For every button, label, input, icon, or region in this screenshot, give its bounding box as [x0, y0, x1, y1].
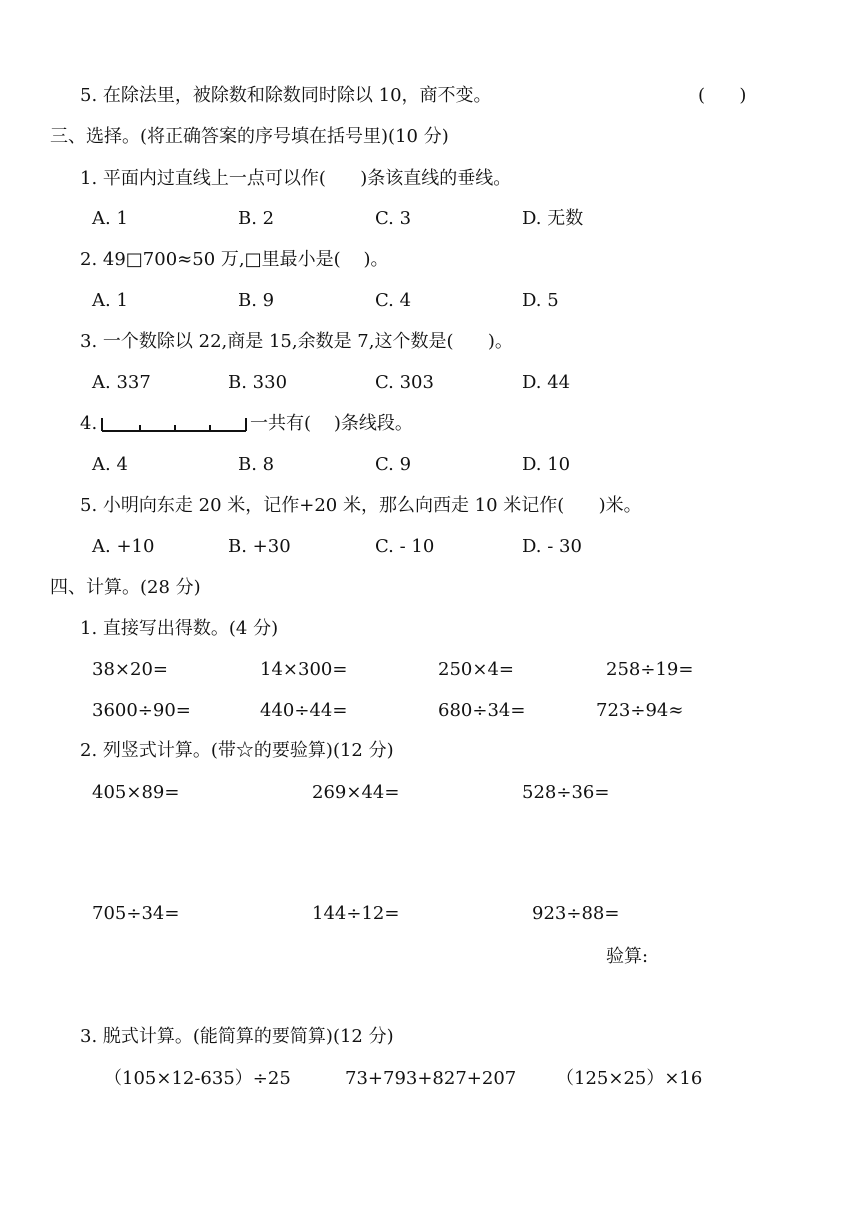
choice-q5-option-b[interactable]: B. +30 [228, 536, 291, 557]
calc-part1-title: 1. 直接写出得数。(4 分) [80, 618, 279, 639]
oral-calc-6: 440÷44= [260, 700, 348, 721]
choice-q3-option-b[interactable]: B. 330 [228, 372, 288, 393]
oral-calc-2: 14×300= [260, 659, 348, 680]
oral-calc-7: 680÷34= [438, 700, 526, 721]
section3-heading: 三、选择。(将正确答案的序号填在括号里)(10 分) [50, 126, 449, 147]
vertical-calc-4: 705÷34= [92, 903, 180, 924]
choice-q2-option-d[interactable]: D. 5 [522, 290, 559, 311]
choice-q5-option-d[interactable]: D. - 30 [522, 536, 582, 557]
calc-part3-title: 3. 脱式计算。(能简算的要简算)(12 分) [80, 1026, 394, 1047]
choice-q1-option-d[interactable]: D. 无数 [522, 208, 584, 229]
choice-q3-option-c[interactable]: C. 303 [375, 372, 434, 393]
choice-q3-option-a[interactable]: A. 337 [92, 372, 151, 393]
choice-q4-option-d[interactable]: D. 10 [522, 454, 571, 475]
check-label: 验算: [606, 946, 649, 967]
choice-q5-stem: 5. 小明向东走 20 米，记作+20 米，那么向西走 10 米记作( )米。 [80, 495, 642, 516]
section4-heading: 四、计算。(28 分) [50, 577, 201, 598]
oral-calc-3: 250×4= [438, 659, 514, 680]
choice-q5-option-a[interactable]: A. +10 [92, 536, 155, 557]
vertical-calc-5: 144÷12= [312, 903, 400, 924]
judgment-q5-answer-blank[interactable]: ( ) [698, 85, 747, 106]
choice-q4-option-a[interactable]: A. 4 [92, 454, 128, 475]
line-segment-figure [100, 414, 250, 434]
vertical-calc-1: 405×89= [92, 782, 180, 803]
vertical-calc-6: 923÷88= [532, 903, 620, 924]
calc-part2-title: 2. 列竖式计算。(带☆的要验算)(12 分) [80, 740, 394, 761]
judgment-q5-text: 5. 在除法里，被除数和除数同时除以 10，商不变。 [80, 85, 492, 106]
oral-calc-4: 258÷19= [606, 659, 694, 680]
choice-q1-stem: 1. 平面内过直线上一点可以作( )条该直线的垂线。 [80, 168, 512, 189]
choice-q4-option-c[interactable]: C. 9 [375, 454, 412, 475]
choice-q1-option-b[interactable]: B. 2 [238, 208, 275, 229]
choice-q4-option-b[interactable]: B. 8 [238, 454, 275, 475]
choice-q2-option-b[interactable]: B. 9 [238, 290, 275, 311]
choice-q2-stem: 2. 49□700≈50 万,□里最小是( )。 [80, 249, 389, 270]
choice-q3-option-d[interactable]: D. 44 [522, 372, 571, 393]
vertical-calc-2: 269×44= [312, 782, 400, 803]
choice-q4-number: 4. [80, 413, 98, 434]
oral-calc-8: 723÷94≈ [596, 700, 684, 721]
stepwise-calc-1: （105×12-635）÷25 [104, 1068, 291, 1089]
stepwise-calc-3: （125×25）×16 [556, 1068, 703, 1089]
choice-q1-option-a[interactable]: A. 1 [92, 208, 128, 229]
choice-q5-option-c[interactable]: C. - 10 [375, 536, 435, 557]
stepwise-calc-2: 73+793+827+207 [345, 1068, 517, 1089]
choice-q2-option-a[interactable]: A. 1 [92, 290, 128, 311]
vertical-calc-3: 528÷36= [522, 782, 610, 803]
choice-q3-stem: 3. 一个数除以 22,商是 15,余数是 7,这个数是( )。 [80, 331, 513, 352]
oral-calc-1: 38×20= [92, 659, 168, 680]
choice-q2-option-c[interactable]: C. 4 [375, 290, 412, 311]
choice-q1-option-c[interactable]: C. 3 [375, 208, 412, 229]
choice-q4-stem: 一共有( )条线段。 [250, 413, 413, 434]
oral-calc-5: 3600÷90= [92, 700, 191, 721]
